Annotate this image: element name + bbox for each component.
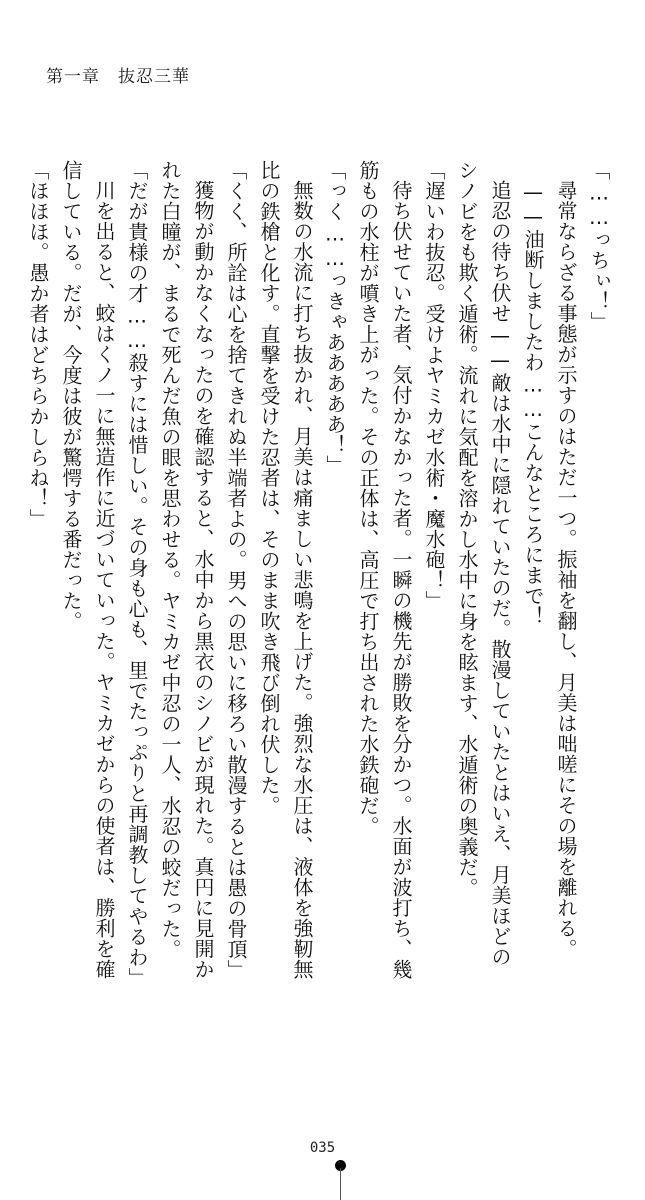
- paragraph-quote: 「だが貴様の才……殺すには惜しい。その身も心も、里でたっぷりと再調教してやるわ」: [125, 160, 149, 988]
- vertical-body-text: [21, 160, 615, 988]
- paragraph-quote: 「遅いわ抜忍。受けよヤミカゼ水術・魔水砲！」: [422, 160, 446, 611]
- paragraph-narration: 獲物が動かなくなったのを確認すると、水中から黒衣のシノビが現れた。真円に見開かれた白瞳が、まるで死んだ魚の眼を思わせる。ヤミカゼ中忍の一人、水忍の蛟だった。: [158, 160, 215, 980]
- page-number: 035: [309, 1140, 336, 1156]
- paragraph-narration: 尋常ならざる事態が示すのはただ一つ。振袖を翻し、月美は咄嗟にその場を離れる。: [554, 180, 578, 959]
- running-head-chapter-title: 第一章 抜忍三華: [46, 67, 190, 87]
- paragraph-narration: 追忍の待ち伏せ——敵は水中に隠れていたのだ。散漫していたとはいえ、月美ほどのシノビをも欺く遁術。流れに気配を溶かし水中に身を眩ます、水遁術の奥義だ。: [455, 160, 512, 967]
- paragraph-narration: 待ち伏せていた者、気付かなかった者。一瞬の機先が勝敗を分かつ。水面が波打ち、幾筋もの水柱が噴き上がった。その正体は、高圧で打ち出された水鉄砲だ。: [356, 160, 413, 980]
- paragraph-narration: 川を出ると、蛟はくノ一に無造作に近づいていった。ヤミカゼからの使者は、勝利を確信している。だが、今度は彼が驚愕する番だった。: [59, 160, 116, 980]
- paragraph-quote: 「……っちぃ！」: [587, 160, 611, 332]
- page-marker-line: [340, 1168, 341, 1200]
- paragraph-narration: ——油断しましたわ……こんなところにまで！: [521, 180, 545, 627]
- paragraph-narration: 無数の水流に打ち抜かれ、月美は痛ましい悲鳴を上げた。強烈な水圧は、液体を強靭無比の鉄槍と化す。直撃を受けた忍者は、そのまま吹き飛び倒れ伏した。: [257, 160, 314, 980]
- paragraph-quote: 「くく、所詮は心を捨てきれぬ半端者よの。男への思いに移ろい散漫するとは愚の骨頂」: [224, 160, 248, 980]
- paragraph-quote: 「っく……っきゃあああああ！」: [323, 160, 347, 476]
- paragraph-quote: 「ほほほ。愚か者はどちらかしらね！」: [26, 160, 50, 529]
